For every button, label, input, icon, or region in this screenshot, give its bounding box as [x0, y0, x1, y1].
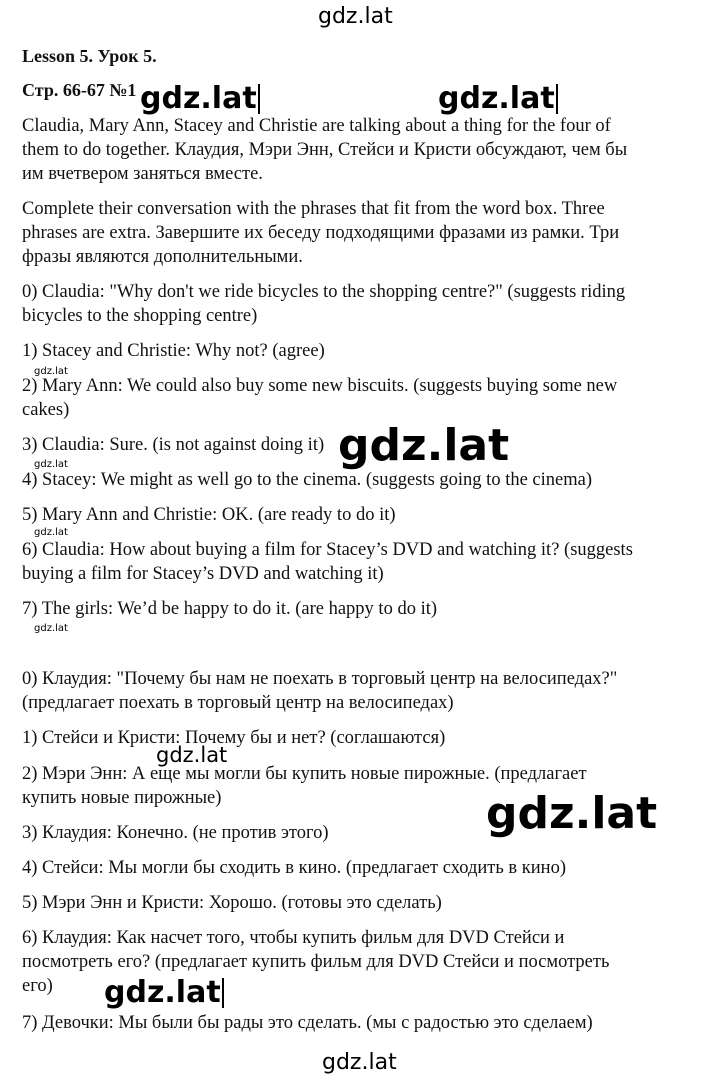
answer-ru-line: посмотреть его? (предлагает купить фильм для DVD Стейси и посмотреть [22, 952, 610, 972]
watermark-overlay: gdz.lat [438, 84, 558, 114]
watermark-small: gdz.lat [34, 459, 68, 470]
intro-line: Claudia, Mary Ann, Stacey and Christie are talking about a thing for the four of [22, 116, 611, 136]
watermark-header: gdz.lat [318, 4, 393, 29]
answer-en-line: 5) Mary Ann and Christie: OK. (are ready to do it) [22, 505, 396, 525]
page-reference: Стр. 66-67 №1 [22, 80, 137, 100]
answer-ru-line: его) [22, 976, 53, 996]
lesson-heading: Lesson 5. Урок 5. [22, 46, 157, 66]
answer-ru-line: купить новые пирожные) [22, 788, 222, 808]
answer-en-line: 0) Claudia: "Why don't we ride bicycles to the shopping centre?" (suggests riding [22, 282, 626, 302]
watermark-small: gdz.lat [34, 366, 68, 377]
answer-ru-line: 5) Мэри Энн и Кристи: Хорошо. (готовы это сделать) [22, 893, 442, 913]
task-line: phrases are extra. Завершите их беседу подходящими фразами из рамки. Три [22, 223, 620, 243]
task-line: Complete their conversation with the phrases that fit from the word box. Three [22, 199, 605, 219]
intro-line: им вчетвером заняться вместе. [22, 164, 263, 184]
watermark-overlay: gdz.lat [104, 978, 224, 1008]
answer-en-line: buying a film for Stacey’s DVD and watching it) [22, 564, 384, 584]
task-line: фразы являются дополнительными. [22, 247, 303, 267]
answer-en-line: 2) Mary Ann: We could also buy some new biscuits. (suggests buying some new [22, 376, 618, 396]
answer-en-line: 3) Claudia: Sure. (is not against doing it) [22, 435, 325, 455]
watermark-small: gdz.lat [34, 623, 68, 634]
watermark-overlay: gdz.lat [486, 788, 658, 839]
answer-en-line: 1) Stacey and Christie: Why not? (agree) [22, 341, 325, 361]
answer-en-line: 4) Stacey: We might as well go to the cinema. (suggests going to the cinema) [22, 470, 592, 490]
answer-ru-line: 3) Клаудия: Конечно. (не против этого) [22, 823, 329, 843]
answer-en-line: cakes) [22, 400, 70, 420]
answer-en-line: 6) Claudia: How about buying a film for Stacey’s DVD and watching it? (suggests [22, 540, 633, 560]
watermark-overlay: gdz.lat [338, 420, 510, 471]
answer-ru-line: 0) Клаудия: "Почему бы нам не поехать в торговый центр на велосипедах?" [22, 669, 618, 689]
answer-ru-line: 2) Мэри Энн: А еще мы могли бы купить новые пирожные. (предлагает [22, 764, 587, 784]
intro-line: them to do together. Клаудия, Мэри Энн, Стейси и Кристи обсуждают, чем бы [22, 140, 628, 160]
answer-ru-line: 1) Стейси и Кристи: Почему бы и нет? (соглашаются) [22, 728, 446, 748]
answer-en-line: 7) The girls: We’d be happy to do it. (are happy to do it) [22, 599, 438, 619]
answer-ru-line: 4) Стейси: Мы могли бы сходить в кино. (предлагает сходить в кино) [22, 858, 566, 878]
answer-ru-line: 7) Девочки: Мы были бы рады это сделать. (мы с радостью это сделаем) [22, 1013, 593, 1033]
answer-en-line: bicycles to the shopping centre) [22, 306, 258, 326]
answer-ru-line: (предлагает поехать в торговый центр на велосипедах) [22, 693, 454, 713]
watermark-overlay: gdz.lat [140, 84, 260, 114]
watermark-footer: gdz.lat [322, 1050, 397, 1075]
watermark-overlay: gdz.lat [156, 743, 228, 767]
answer-ru-line: 6) Клаудия: Как насчет того, чтобы купить фильм для DVD Стейси и [22, 928, 565, 948]
watermark-small: gdz.lat [34, 527, 68, 538]
